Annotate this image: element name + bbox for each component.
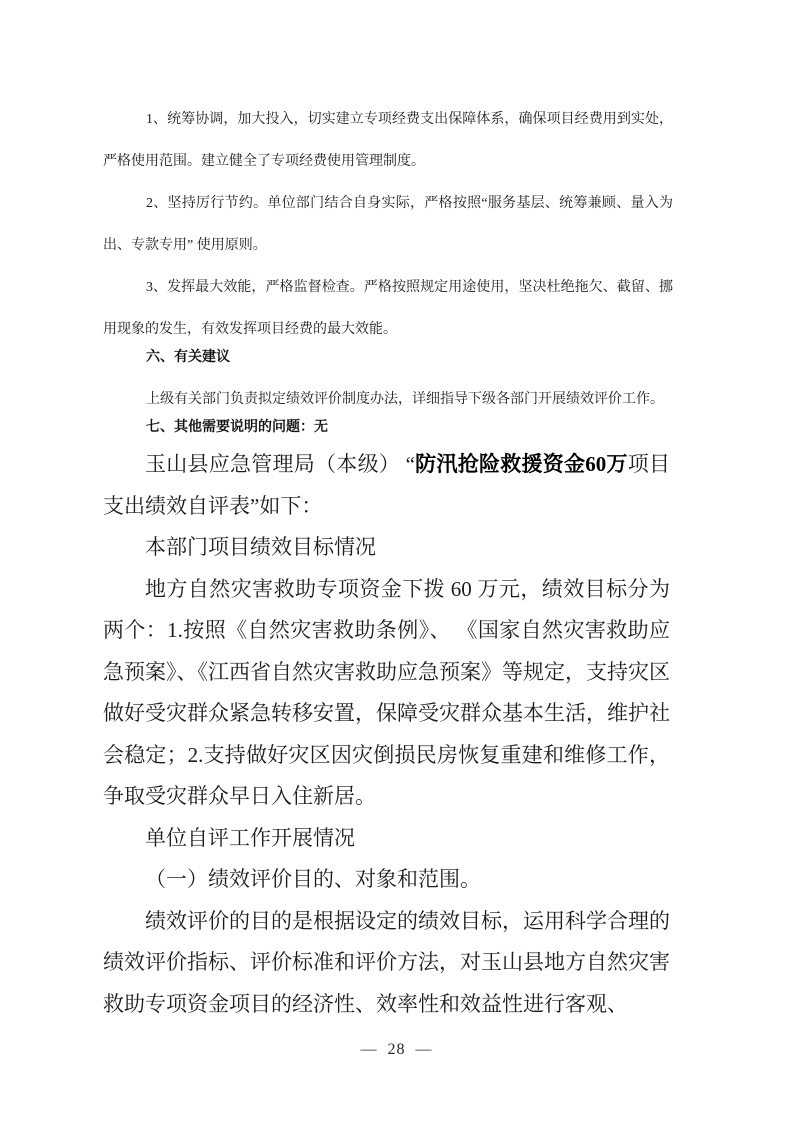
work-heading: 单位自评工作开展情况 [145, 825, 355, 850]
sub-heading: （一）绩效评价目的、对象和范围。 [145, 867, 481, 891]
footer-left-dash: — [360, 1041, 378, 1058]
footer-right-dash: — [415, 1041, 433, 1058]
goal-body: 地方自然灾害救助专项资金下拨 60 万元，绩效目标分为两个：1.按照《自然灾害救助条例》、 《国家自然灾害救助应急预案》、《江西省自然灾害救助应急预案》等规定，支持灾区做好受灾群众紧急转移安置，保障受灾群众基本生活，维护社会稳定；2.支持做好灾区因灾倒损民房恢复重建和维修工作，争取受灾群众早日入住新居。 [103, 576, 670, 808]
goal-heading: 本部门项目绩效目标情况 [145, 535, 376, 559]
point-3: 3、发挥最大效能，严格监督检查。严格按照规定用途使用，坚决杜绝拖欠、截留、挪用现象的发生，有效发挥项目经费的最大效能。 [103, 280, 673, 337]
intro-prefix: 玉山县应急管理局（本级） “ [145, 452, 415, 476]
self-evaluation-narrative [103, 444, 670, 1025]
page-number: 28 [387, 1041, 406, 1058]
expenditure-management-points [103, 99, 673, 351]
point-1: 1、统筹协调，加大投入，切实建立专项经费支出保障体系，确保项目经费用到实处，严格使用范围。建立健全了专项经费使用管理制度。 [103, 112, 673, 169]
section-six-heading: 六、有关建议 [146, 350, 230, 365]
project-name-bold: 防汛抢险救援资金60万 [414, 452, 628, 476]
page-footer [0, 1036, 793, 1064]
intro-paragraph [103, 444, 670, 527]
purpose-body: 绩效评价的目的是根据设定的绩效目标，运用科学合理的绩效评价指标、评价标准和评价方法，对玉山县地方自然灾害救助专项资金项目的经济性、效率性和效益性进行客观、 [103, 908, 670, 1016]
section-six-body: 上级有关部门负责拟定绩效评价制度办法，详细指导下级各部门开展绩效评价工作。 [146, 392, 664, 407]
point-2: 2、坚持厉行节约。单位部门结合自身实际，严格按照“服务基层、统筹兼顾、量入为出、专款专用” 使用原则。 [103, 196, 673, 253]
intro-suffix: 项目支出绩效自评表”如下： [103, 452, 671, 518]
section-seven-heading: 七、其他需要说明的问题：无 [146, 420, 328, 435]
